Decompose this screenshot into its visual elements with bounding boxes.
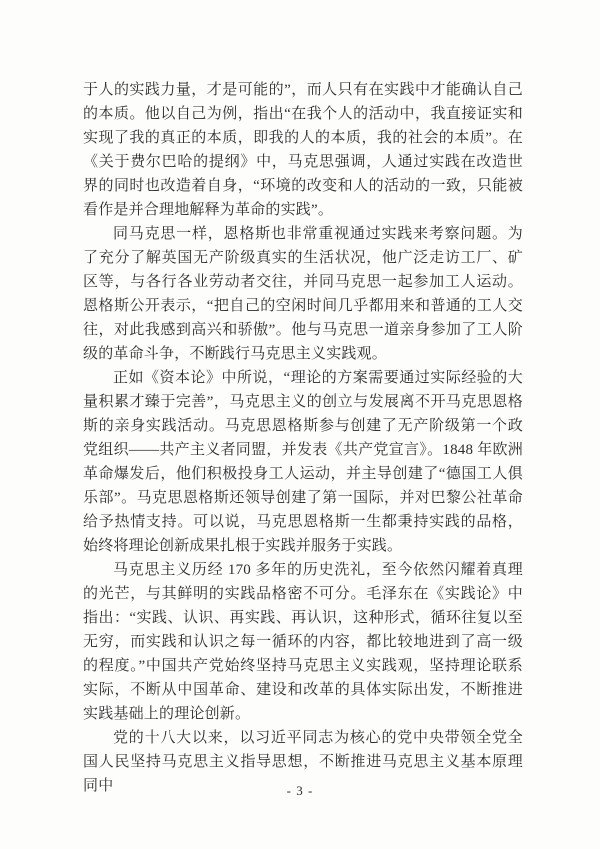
document-body (83, 78, 523, 798)
paragraph: 党的十八大以来，以习近平同志为核心的党中央带领全党全国人民坚持马克思主义指导思想，不断推进马克思主义基本原理同中 (83, 730, 523, 794)
paragraph: 马克思主义历经 170 多年的历史洗礼，至今依然闪耀着真理的光芒，与其鲜明的实践品格密不可分。毛泽东在《实践论》中指出：“实践、认识、再实践、再认识，这种形式，循环往复以至无穷，而实践和认识之每一循环的内容，都比较地进到了高一级的程度。”中国共产党始终坚持马克思主义实践观，坚持理论联系实际，不断从中国革命、建设和改革的具体实际出发，不断推进实践基础上的理论创新。 (83, 562, 523, 722)
page-number: - 3 - (286, 783, 314, 798)
paragraph-continuation: 于人的实践力量，才是可能的”，而人只有在实践中才能确认自己的本质。他以自己为例，指出“在我个人的活动中，我直接证实和实现了我的真正的本质，即我的人的本质，我的社会的本质”。在《关于费尔巴哈的提纲》中，马克思强调，人通过实践在改造世界的同时也改造着自身，“环境的改变和人的活动的一致，只能被看作是并合理地解释为革命的实践”。 (83, 82, 523, 218)
paragraph: 同马克思一样，恩格斯也非常重视通过实践来考察问题。为了充分了解英国无产阶级真实的生活状况，他广泛走访工厂、矿区等，与各行各业劳动者交往，并同马克思一起参加工人运动。恩格斯公开表示，“把自己的空闲时间几乎都用来和普通的工人交往，对此我感到高兴和骄傲”。他与马克思一道亲身参加了工人阶级的革命斗争，不断践行马克思主义实践观。 (83, 226, 523, 362)
paragraph: 正如《资本论》中所说，“理论的方案需要通过实际经验的大量积累才臻于完善”，马克思主义的创立与发展离不开马克思恩格斯的亲身实践活动。马克思恩格斯参与创建了无产阶级第一个政党组织——共产主义者同盟，并发表《共产党宣言》。1848 年欧洲革命爆发后，他们积极投身工人运动，并主导创建了“德国工人俱乐部”。马克思恩格斯还领导创建了第一国际，并对巴黎公社革命给予热情支持。可以说，马克思恩格斯一生都秉持实践的品格，始终将理论创新成果扎根于实践并服务于实践。 (83, 370, 523, 554)
